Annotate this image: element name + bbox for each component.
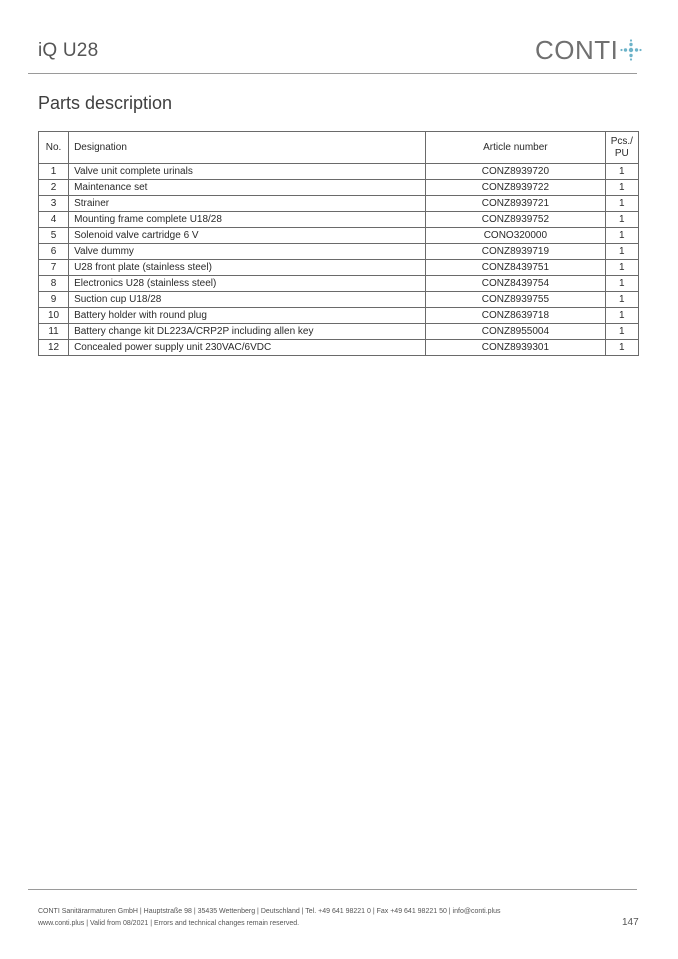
table-row [39,228,639,244]
cell-no: 10 [39,308,69,324]
cell-designation: U28 front plate (stainless steel) [69,260,426,276]
table-row [39,164,639,180]
cell-pcs: 1 [605,276,638,292]
table-row [39,308,639,324]
cell-no: 6 [39,244,69,260]
cell-article-number: CONZ8939722 [426,180,606,196]
cell-designation: Electronics U28 (stainless steel) [69,276,426,292]
cell-pcs: 1 [605,260,638,276]
cell-no: 5 [39,228,69,244]
cell-no: 8 [39,276,69,292]
column-header-designation: Designation [69,132,426,164]
column-header-pcs-pu [605,132,638,164]
cell-no: 4 [39,212,69,228]
cell-designation: Strainer [69,196,426,212]
conti-cross-dots-icon [620,39,642,61]
footer-company-info: CONTI Sanitärarmaturen GmbH | Hauptstraße 98 | 35435 Wettenberg | Deutschland | Tel. +49 641 98221 0 | Fax +49 641 98221 50 | info@conti.plus [38,908,501,915]
cell-article-number: CONZ8939720 [426,164,606,180]
cell-designation: Concealed power supply unit 230VAC/6VDC [69,340,426,356]
cell-article-number: CONZ8955004 [426,324,606,340]
cell-pcs: 1 [605,308,638,324]
parts-table [38,131,639,356]
cell-pcs: 1 [605,292,638,308]
cell-no: 3 [39,196,69,212]
cell-article-number: CONZ8439751 [426,260,606,276]
table-row [39,324,639,340]
footer-divider [28,889,637,890]
conti-logo [535,36,642,64]
cell-designation: Solenoid valve cartridge 6 V [69,228,426,244]
cell-pcs: 1 [605,180,638,196]
cell-designation: Valve dummy [69,244,426,260]
cell-designation: Mounting frame complete U18/28 [69,212,426,228]
header-divider [28,73,637,74]
cell-article-number: CONZ8939755 [426,292,606,308]
cell-pcs: 1 [605,340,638,356]
cell-designation: Valve unit complete urinals [69,164,426,180]
cell-article-number: CONZ8939752 [426,212,606,228]
pcs-header-line1: Pcs./ [610,135,633,147]
cell-article-number: CONZ8639718 [426,308,606,324]
cell-no: 12 [39,340,69,356]
cell-designation: Maintenance set [69,180,426,196]
cell-no: 9 [39,292,69,308]
column-header-no: No. [39,132,69,164]
table-row [39,260,639,276]
cell-article-number: CONZ8939721 [426,196,606,212]
table-row [39,180,639,196]
section-title: Parts description [38,93,173,113]
document-title: iQ U28 [38,40,99,61]
logo-text: CONTI [535,34,619,65]
cell-pcs: 1 [605,196,638,212]
cell-article-number: CONO320000 [426,228,606,244]
table-row [39,292,639,308]
cell-pcs: 1 [605,228,638,244]
cell-no: 1 [39,164,69,180]
cell-designation: Battery change kit DL223A/CRP2P including allen key [69,324,426,340]
table-header-row [39,132,639,164]
cell-designation: Battery holder with round plug [69,308,426,324]
footer-validity-note: www.conti.plus | Valid from 08/2021 | Errors and technical changes remain reserved. [38,920,300,927]
table-row [39,244,639,260]
cell-article-number: CONZ8939301 [426,340,606,356]
cell-pcs: 1 [605,324,638,340]
cell-article-number: CONZ8939719 [426,244,606,260]
cell-article-number: CONZ8439754 [426,276,606,292]
cell-pcs: 1 [605,212,638,228]
table-row [39,196,639,212]
column-header-article-number: Article number [426,132,606,164]
cell-pcs: 1 [605,164,638,180]
pcs-header-line2: PU [614,147,629,159]
cell-no: 2 [39,180,69,196]
table-row [39,340,639,356]
table-row [39,212,639,228]
cell-no: 11 [39,324,69,340]
cell-no: 7 [39,260,69,276]
table-row [39,276,639,292]
cell-designation: Suction cup U18/28 [69,292,426,308]
page-number: 147 [622,917,639,928]
cell-pcs: 1 [605,244,638,260]
